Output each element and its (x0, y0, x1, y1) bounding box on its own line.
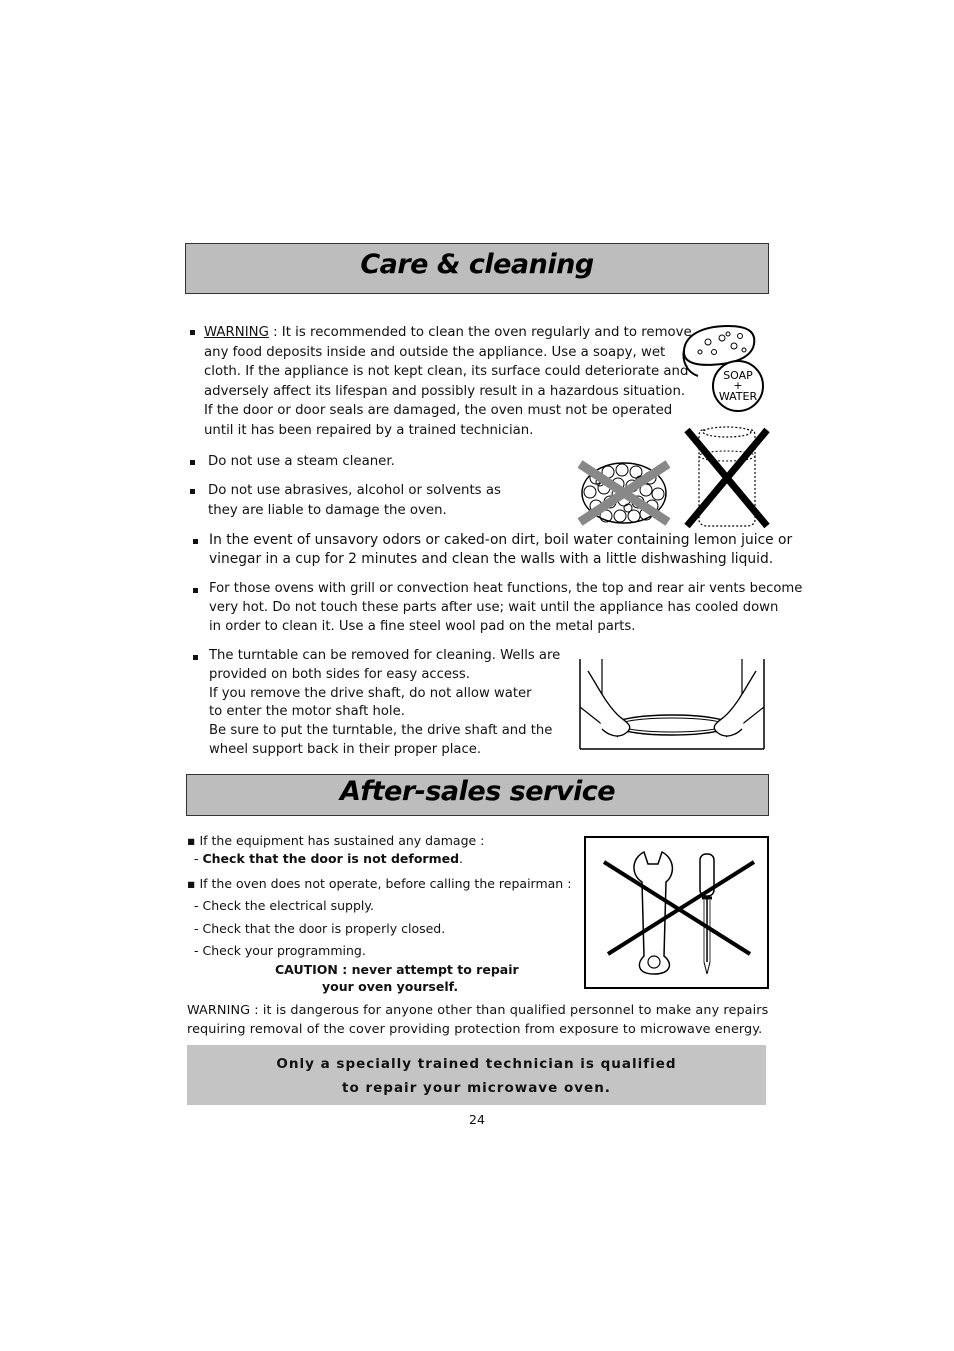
bullet (190, 460, 195, 465)
service-warning (187, 1001, 768, 1039)
notice-line: Only a specially trained technician is qualified (276, 1056, 677, 1072)
warning-line: : It is recommended to clean the oven regularly and to remove (268, 325, 692, 340)
water-label: WATER (718, 390, 758, 403)
warning-line: cloth. If the appliance is not kept clean, its surface could deteriorate and (204, 364, 689, 379)
service-warning-line: WARNING : it is dangerous for anyone other than qualified personnel to make any repairs (187, 1003, 769, 1018)
warning-line: until it has been repaired by a trained technician. (204, 422, 534, 438)
page-number: 24 (469, 1112, 485, 1127)
check-item: - Check your programming. (194, 943, 366, 958)
technician-notice (187, 1045, 766, 1105)
damage-intro-line: ▪ If the equipment has sustained any damage : (187, 833, 485, 848)
scouring-pad-crossed-icon (576, 458, 672, 528)
turntable-paragraph (209, 647, 560, 760)
abrasives-paragraph (208, 481, 501, 520)
notice-line: to repair your microwave oven. (342, 1080, 611, 1096)
grill-line: For those ovens with grill or convection heat functions, the top and rear air vents become (209, 581, 803, 596)
tools-crossed-icon (584, 836, 769, 989)
turntable-line: Be sure to put the turntable, the drive shaft and the (209, 723, 553, 739)
damage-check-line: - Check that the door is not deformed. (194, 851, 464, 866)
warning-label: WARNING (204, 325, 269, 340)
damage-intro: If the equipment has sustained any damage : (199, 833, 485, 848)
grill-paragraph (209, 580, 802, 636)
bullet (193, 655, 198, 660)
turntable-line: wheel support back in their proper place. (209, 741, 482, 757)
check-item: - Check the electrical supply. (194, 898, 374, 913)
bullet (190, 330, 195, 335)
steam-cleaner-text: Do not use a steam cleaner. (208, 454, 395, 469)
warning-line: adversely affect its lifespan and possibly result in a hazardous situation. (204, 383, 686, 399)
turntable-line: If you remove the drive shaft, do not allow water (209, 685, 532, 701)
caution-line-1: CAUTION : never attempt to repair (275, 962, 519, 977)
turntable-line: to enter the motor shaft hole. (209, 704, 405, 720)
not-operate-intro: If the oven does not operate, before calling the repairman : (199, 876, 572, 891)
after-sales-header (186, 774, 769, 816)
care-cleaning-title: Care & cleaning (360, 249, 594, 280)
bullet (193, 588, 198, 593)
warning-paragraph (204, 323, 694, 440)
plus-label: + (733, 379, 743, 392)
service-warning-line: requiring removal of the cover providing protection from exposure to microwave energy. (187, 1022, 763, 1037)
grill-line: very hot. Do not touch these parts after use; wait until the appliance has cooled down (209, 599, 779, 615)
odors-line: In the event of unsavory odors or caked-on dirt, boil water containing lemon juice or (209, 532, 793, 548)
caution-line-2: your oven yourself. (322, 979, 459, 994)
warning-line: any food deposits inside and outside the appliance. Use a soapy, wet (204, 344, 666, 360)
odors-paragraph (209, 531, 792, 568)
care-cleaning-header (185, 243, 769, 294)
after-sales-checklist (187, 830, 577, 961)
solvent-can-crossed-icon (683, 420, 771, 530)
soap-water-sponge-icon (678, 322, 768, 416)
not-operate-line: ▪ If the oven does not operate, before calling the repairman : (187, 876, 572, 891)
abrasives-line: they are liable to damage the oven. (208, 502, 447, 518)
turntable-illustration (578, 657, 766, 751)
grill-line: in order to clean it. Use a fine steel wool pad on the metal parts. (209, 618, 636, 634)
soap-label: SOAP (723, 369, 753, 382)
turntable-line: The turntable can be removed for cleaning. Wells are (209, 648, 561, 663)
odors-line: vinegar in a cup for 2 minutes and clean the walls with a little dishwashing liquid. (209, 550, 774, 567)
abrasives-line: Do not use abrasives, alcohol or solvents as (208, 483, 501, 498)
damage-check: Check that the door is not deformed (202, 851, 460, 866)
warning-line: If the door or door seals are damaged, the oven must not be operated (204, 403, 673, 418)
bullet (193, 539, 198, 544)
bullet (190, 489, 195, 494)
check-item: - Check that the door is properly closed. (194, 921, 446, 936)
turntable-line: provided on both sides for easy access. (209, 666, 470, 682)
after-sales-title: After-sales service (339, 776, 616, 807)
